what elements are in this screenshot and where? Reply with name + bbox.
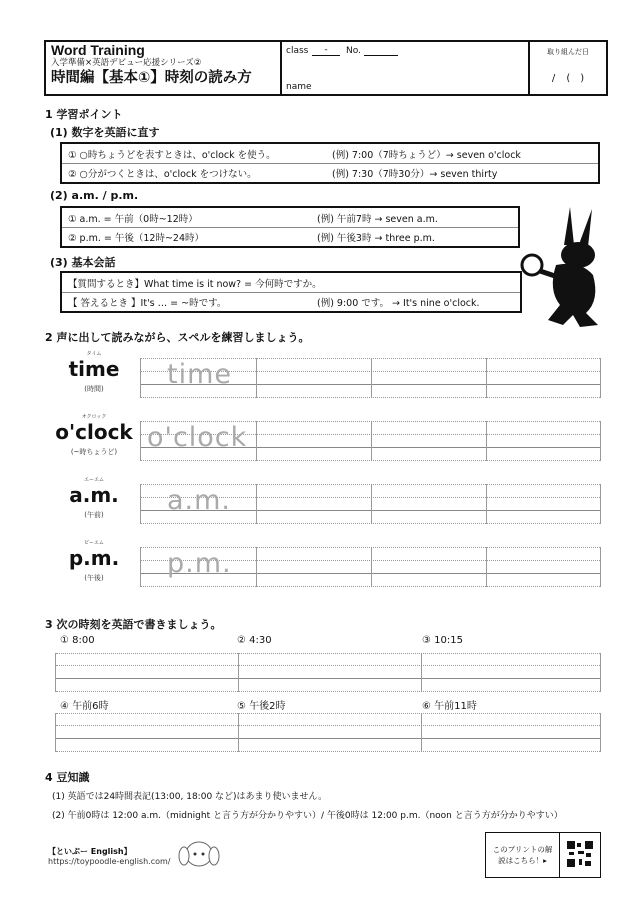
trace-word: time (167, 359, 233, 390)
word-reading: エーエム (83, 477, 104, 483)
question-5-label: ⑤ 午後2時 (237, 701, 286, 712)
number-label: No. (346, 46, 361, 56)
word-english: p.m. (68, 546, 120, 570)
explanation-link-box[interactable] (485, 832, 601, 878)
word-label-0 (40, 350, 148, 394)
title-cell (46, 42, 282, 94)
word-label-1 (40, 413, 148, 457)
point-1-heading: (1) 数字を英語に直す (50, 126, 160, 139)
section-2-heading: 2 声に出して読みながら、スペルを練習しましょう。 (45, 331, 310, 344)
question-3-label: ③ 10:15 (422, 635, 463, 646)
question-6-label: ⑥ 午前11時 (422, 701, 477, 712)
practice-grid-2[interactable] (140, 484, 601, 524)
header-box (44, 40, 608, 96)
point-1-box (60, 142, 600, 184)
question-2-label: ② 4:30 (237, 635, 272, 646)
word-label-2 (40, 476, 148, 520)
rabbit-detective-illustration (508, 205, 608, 330)
date-weekday: ( ) (566, 73, 585, 84)
trivia-2: (2) 午前0時は 12:00 a.m.（midnight と言う方が分かりやすい）/ 午後0時は 12:00 p.m.（noon と言う方が分かりやすい） (52, 811, 563, 821)
word-reading: ピーエム (84, 540, 104, 546)
worksheet-title: Word Training (51, 42, 145, 58)
date-label: 取り組んだ日 (547, 48, 589, 56)
dialog-row (62, 273, 520, 292)
rule-text: ② p.m. = 午後（12時~24時） (68, 233, 204, 244)
brand-name: 【といぷー English】 (48, 847, 132, 856)
answer-grid-1-3[interactable] (55, 653, 601, 692)
series-name: 入学準備×英語デビュー応援シリーズ② (51, 58, 202, 68)
number-field[interactable] (364, 55, 398, 56)
rule-text: ① a.m. = 午前（0時~12時） (68, 213, 198, 225)
word-meaning: (時間) (84, 385, 104, 393)
word-meaning: (~時ちょうど) (70, 448, 118, 456)
example-text: (例) 7:30（7時30分）→ seven thirty (332, 169, 498, 180)
practice-grid-3[interactable] (140, 547, 601, 587)
point-row (62, 144, 598, 163)
point-3-box (60, 271, 522, 313)
word-reading: オクロック (81, 414, 107, 420)
qr-code-icon[interactable] (560, 833, 600, 876)
rule-text: 【質問するとき】What time is it now? = 今何時ですか。 (68, 278, 322, 290)
word-english: a.m. (69, 483, 119, 507)
question-1-label: ① 8:00 (60, 635, 95, 646)
brand-url[interactable]: https://toypoodle-english.com/ (48, 857, 171, 866)
question-4-label: ④ 午前6時 (60, 701, 109, 712)
example-text: (例) 9:00 です。 → It's nine o'clock. (317, 298, 480, 309)
point-3-heading: (3) 基本会話 (50, 256, 116, 269)
point-row (62, 208, 518, 227)
practice-grid-1[interactable] (140, 421, 601, 461)
practice-grid-0[interactable] (140, 358, 601, 398)
trace-word: o'clock (147, 422, 248, 453)
word-meaning: (午後) (84, 574, 104, 582)
section-1-heading: 1 学習ポイント (45, 108, 123, 121)
trivia-1: (1) 英語では24時間表記(13:00, 18:00 など)はあまり使いません。 (52, 792, 328, 802)
trace-word: p.m. (167, 548, 232, 579)
word-english: time (68, 357, 120, 381)
date-cell (530, 42, 606, 94)
date-slash: / (551, 73, 556, 84)
dialog-row (62, 292, 520, 311)
explanation-link-text[interactable]: このプリントの解説はこちら！▸ (486, 833, 560, 877)
word-meaning: (午前) (84, 511, 104, 519)
word-english: o'clock (55, 420, 133, 444)
class-field[interactable] (312, 45, 340, 56)
point-2-box (60, 206, 520, 248)
word-label-3 (40, 539, 148, 583)
rule-text: ② ○分がつくときは、o'clock をつけない。 (68, 169, 257, 180)
name-label: name (286, 82, 312, 92)
trace-word: a.m. (167, 485, 232, 516)
word-reading: タイム (86, 351, 102, 357)
section-4-heading: 4 豆知識 (45, 771, 90, 784)
lesson-title: 時間編【基本①】時刻の読み方 (51, 70, 252, 86)
example-text: (例) 7:00（7時ちょうど）→ seven o'clock (332, 149, 521, 161)
class-label: class (286, 46, 309, 56)
rule-text: 【 答えるとき 】It's … = ~時です。 (68, 298, 227, 309)
rule-text: ① ○時ちょうどを表すときは、o'clock を使う。 (68, 149, 276, 161)
answer-grid-4-6[interactable] (55, 713, 601, 752)
example-text: (例) 午後3時 → three p.m. (317, 233, 435, 244)
poodle-icon (178, 838, 220, 870)
section-3-heading: 3 次の時刻を英語で書きましょう。 (45, 618, 222, 631)
point-2-heading: (2) a.m. / p.m. (50, 189, 139, 202)
point-row (62, 227, 518, 246)
point-row (62, 163, 598, 182)
student-info-cell (282, 42, 530, 94)
class-dash: - (324, 45, 328, 55)
example-text: (例) 午前7時 → seven a.m. (317, 213, 438, 225)
